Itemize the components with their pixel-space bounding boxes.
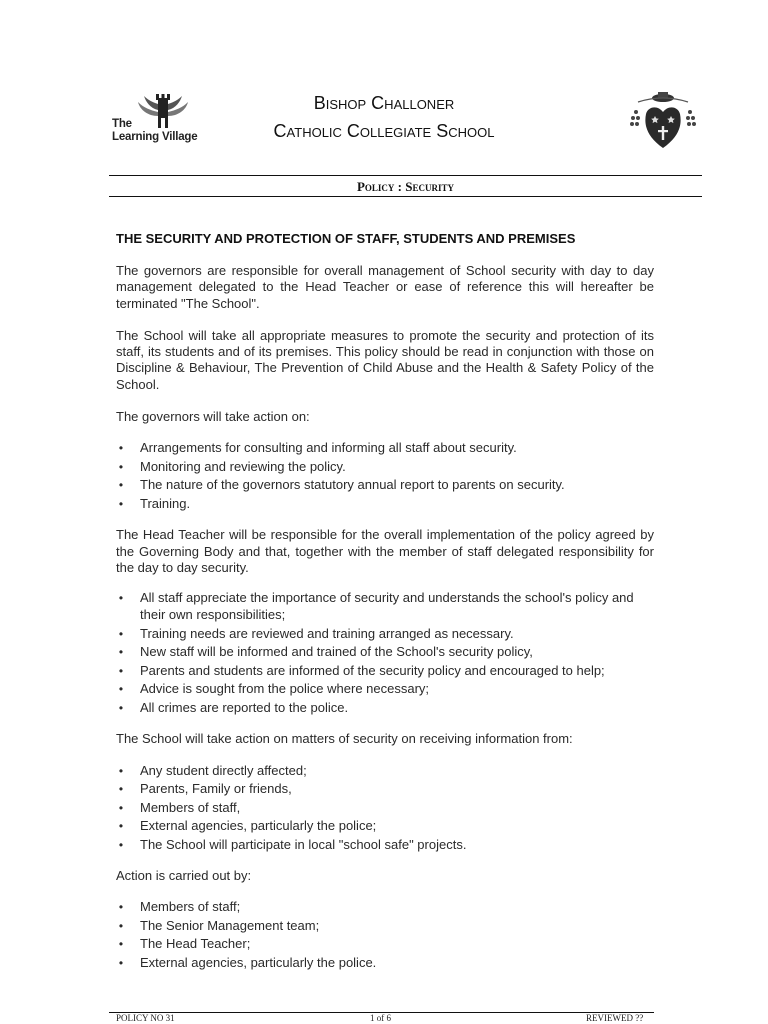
footer-reviewed: REVIEWED ?? — [586, 1013, 644, 1023]
list-item: • All crimes are reported to the police. — [116, 699, 654, 718]
footer-policy-number: POLICY NO 31 — [116, 1013, 175, 1023]
bullet-icon: • — [118, 626, 124, 641]
list-item: • The nature of the governors statutory annual report to parents on security. — [116, 476, 654, 495]
list-item: • Monitoring and reviewing the policy. — [116, 458, 654, 477]
bullet-icon: • — [118, 837, 124, 852]
school-crest-icon — [628, 90, 698, 152]
list-item: • Parents, Family or friends, — [116, 780, 654, 799]
school-title-line-2: Catholic Collegiate School — [273, 121, 495, 141]
bullet-icon: • — [118, 763, 124, 778]
bullet-icon: • — [118, 937, 124, 952]
logo-text-learning-village: Learning Village — [112, 131, 198, 143]
paragraph-head-teacher: The Head Teacher will be responsible for the overall implementation of the policy agreed by the Governing Body and that, together with the member of staff delegated responsibility for the day to day security. — [116, 527, 654, 575]
bullet-icon: • — [118, 591, 124, 606]
bullet-icon: • — [118, 663, 124, 678]
list-item: • Arrangements for consulting and informing all staff about security. — [116, 439, 654, 458]
list-item: • The School will participate in local "school safe" projects. — [116, 836, 654, 855]
list-item: • Parents and students are informed of the security policy and encouraged to help; — [116, 662, 654, 681]
list-item: • All staff appreciate the importance of security and understands the school's policy and their own responsibilities; — [116, 590, 654, 623]
bullet-icon: • — [118, 900, 124, 915]
list-item: • External agencies, particularly the police; — [116, 817, 654, 836]
action-carried-out-list — [116, 898, 654, 972]
list-item: • Training needs are reviewed and training arranged as necessary. — [116, 625, 654, 644]
policy-content — [116, 231, 654, 972]
bullet-icon: • — [118, 700, 124, 715]
paragraph-governors-responsibility: The governors are responsible for overall management of School security with day to day management delegated to the Head Teacher or ease of reference this will hereafter be terminated "The School". — [116, 263, 654, 311]
bullet-icon: • — [118, 441, 124, 456]
list-item: • Advice is sought from the police where necessary; — [116, 680, 654, 699]
bullet-icon: • — [118, 645, 124, 660]
information-sources-list — [116, 762, 654, 855]
bullet-icon: • — [118, 478, 124, 493]
bullet-icon: • — [118, 782, 124, 797]
list-item: • The Senior Management team; — [116, 917, 654, 936]
header-rule-top — [109, 175, 702, 176]
list-item: • The Head Teacher; — [116, 935, 654, 954]
bullet-icon: • — [118, 955, 124, 970]
list-item: • Any student directly affected; — [116, 762, 654, 781]
paragraph-information-sources: The School will take action on matters of security on receiving information from: — [116, 731, 573, 747]
bullet-icon: • — [118, 459, 124, 474]
policy-title: Policy : Security — [356, 179, 454, 194]
list-item: • Members of staff; — [116, 898, 654, 917]
paragraph-action-carried-out: Action is carried out by: — [116, 868, 252, 884]
school-title-line-1: Bishop Challoner — [313, 93, 455, 113]
logo-text-the: The — [112, 118, 132, 130]
header-rule-bottom — [109, 196, 702, 197]
list-item: • Members of staff, — [116, 799, 654, 818]
paragraph-governors-action-intro: The governors will take action on: — [116, 409, 310, 425]
head-teacher-list — [116, 590, 654, 717]
learning-village-text — [112, 118, 197, 144]
bullet-icon: • — [118, 800, 124, 815]
bullet-icon: • — [118, 682, 124, 697]
governors-action-list — [116, 439, 654, 513]
list-item: • External agencies, particularly the police. — [116, 954, 654, 973]
section-heading: THE SECURITY AND PROTECTION OF STAFF, STUDENTS AND PREMISES — [116, 231, 576, 246]
bullet-icon: • — [118, 819, 124, 834]
bullet-icon: • — [118, 496, 124, 511]
list-item: • Training. — [116, 495, 654, 514]
paragraph-security-measures: The School will take all appropriate measures to promote the security and protection of its staff, its students and of its premises. This policy should be read in conjunction with those on Discipline & Behaviour, The Prevention of Child Abuse and the Health & Safety Policy of the School. — [116, 327, 654, 392]
bullet-icon: • — [118, 918, 124, 933]
footer-page-number: 1 of 6 — [370, 1013, 391, 1023]
list-item: • New staff will be informed and trained of the School's security policy, — [116, 643, 654, 662]
